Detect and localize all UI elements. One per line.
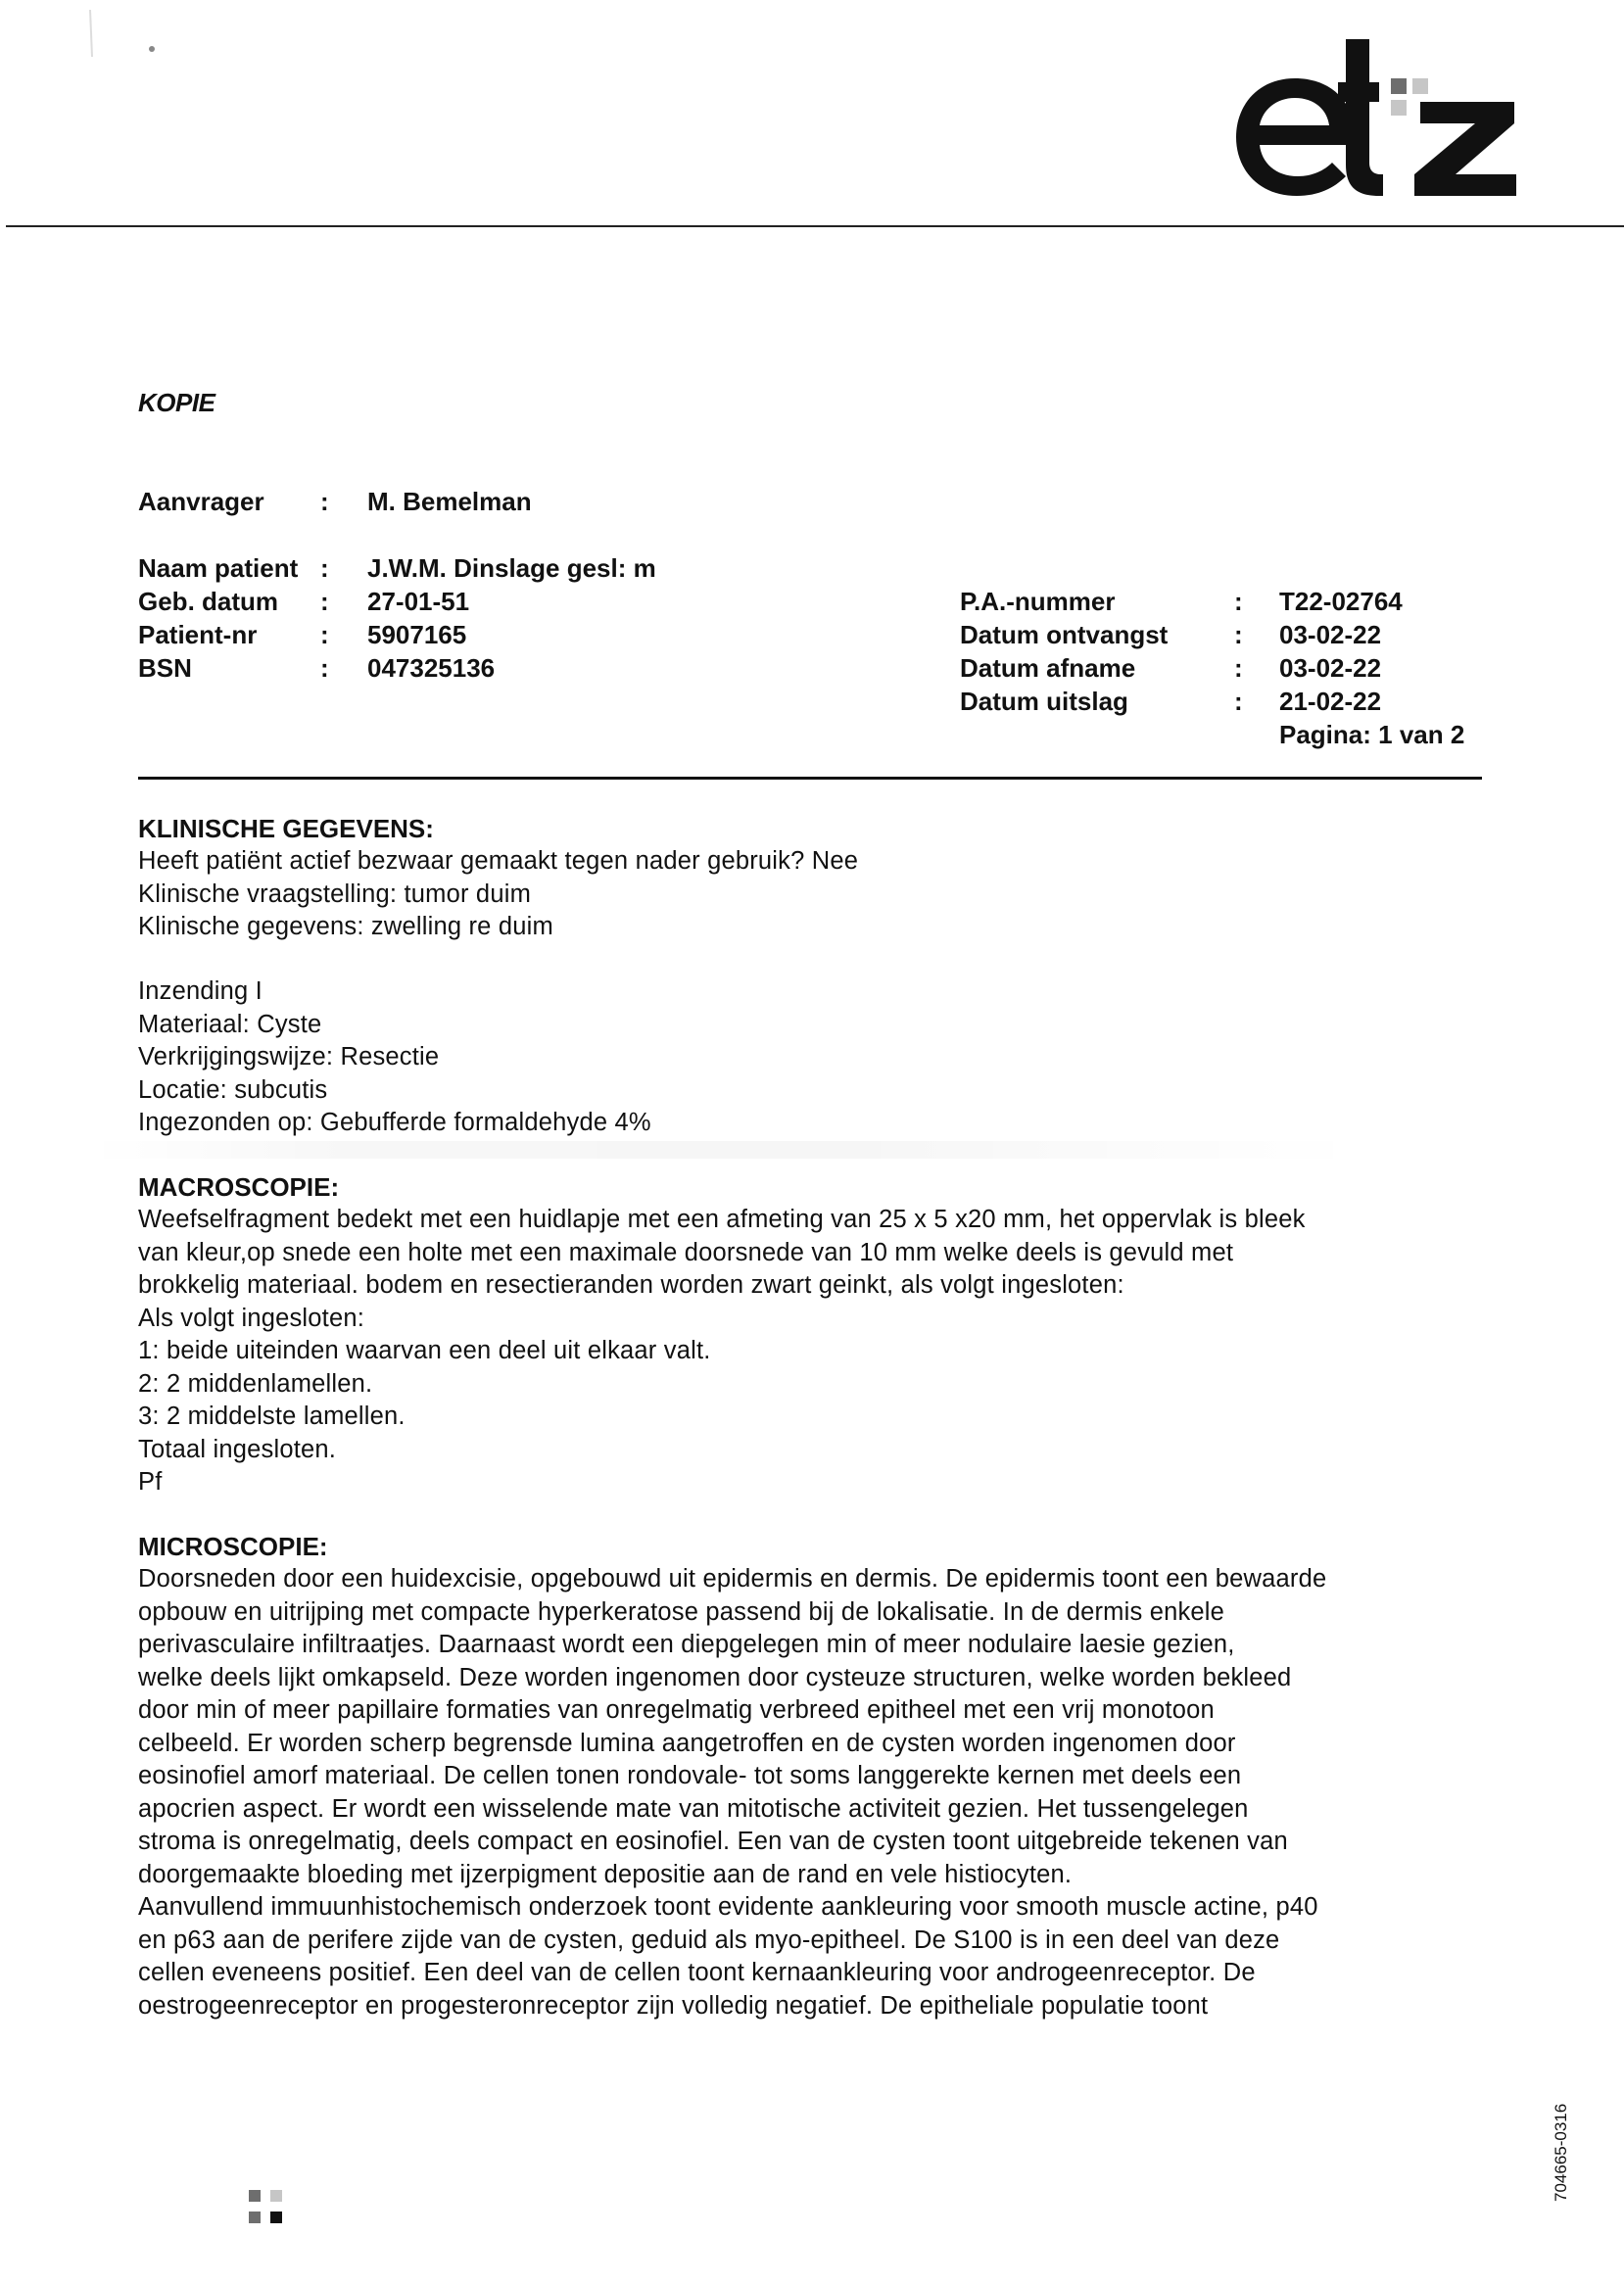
clinical-section (138, 813, 858, 944)
text-line: Materiaal: Cyste (138, 1010, 322, 1038)
text-line: Totaal ingesloten. (138, 1435, 337, 1463)
clinical-heading: KLINISCHE GEGEVENS: (138, 814, 434, 843)
requester-value: M. Bemelman (367, 487, 532, 516)
page-info: Pagina: 1 van 2 (1279, 720, 1465, 749)
patient-value: 047325136 (367, 653, 496, 683)
patient-value: 27-01-51 (367, 587, 470, 616)
text-line: 1: beide uiteinden waarvan een deel uit elkaar valt. (138, 1337, 711, 1364)
text-line: welke deels lijkt omkapseld. Deze worden ingenomen door cysteuze structuren, welke worden bekleed (138, 1663, 1292, 1691)
patient-row (0, 585, 1624, 618)
text-line: Als volgt ingesloten: (138, 1304, 364, 1332)
text-line: doorgemaakte bloeding met ijzerpigment depositie aan de rand en vele histiocyten. (138, 1860, 1073, 1888)
text-line: celbeeld. Er worden scherp begrensde lumina aangetroffen en de cysten worden ingenomen door (138, 1729, 1236, 1757)
section-divider (138, 777, 1482, 780)
logo-square (1412, 78, 1428, 94)
macroscopy-heading: MACROSCOPIE: (138, 1172, 340, 1202)
microscopy-heading: MICROSCOPIE: (138, 1532, 328, 1561)
text-line: brokkelig materiaal. bodem en resectieranden worden zwart geinkt, als volgt ingesloten: (138, 1271, 1124, 1299)
logo-square (1391, 100, 1407, 116)
colon: : (320, 487, 329, 516)
text-line: Doorsneden door een huidexcisie, opgebouwd uit epidermis en dermis. De epidermis toont een bewaarde (138, 1565, 1327, 1593)
form-code: 704665-0316 (1552, 2103, 1570, 2202)
submission-section (138, 975, 651, 1140)
case-label: P.A.-nummer (960, 587, 1116, 616)
text-line: door min of meer papillaire formaties van onregelmatig verbreed epitheel met een vrij monotoon (138, 1696, 1215, 1724)
text-line: van kleur,op snede een holte met een maximale doorsnede van 10 mm welke deels is gevuld met (138, 1238, 1234, 1266)
text-line: opbouw en uitrijping met compacte hyperkeratose passend bij de lokalisatie. In de dermis enkele (138, 1597, 1225, 1626)
case-value: 03-02-22 (1279, 653, 1382, 683)
logo-letter-e (1236, 78, 1354, 196)
patient-label: Geb. datum (138, 587, 279, 616)
header-divider (6, 225, 1624, 227)
logo-square (1391, 78, 1407, 94)
footer-squares-icon (249, 2190, 288, 2229)
text-line: cellen eveneens positief. Een deel van de cellen toont kernaankleuring voor androgeenreceptor. De (138, 1959, 1256, 1986)
patient-value: J.W.M. Dinslage gesl: m (367, 553, 656, 583)
patient-row (0, 651, 1624, 685)
text-line: Klinische vraagstelling: tumor duim (138, 880, 532, 908)
case-value: 03-02-22 (1279, 620, 1382, 649)
colon: : (1234, 687, 1243, 716)
case-row (0, 685, 1624, 718)
requester-row (0, 485, 1624, 518)
colon: : (320, 653, 329, 683)
colon: : (320, 587, 329, 616)
colon: : (1234, 587, 1243, 616)
patient-row (0, 618, 1624, 651)
text-line: Pf (138, 1468, 163, 1496)
macroscopy-section (138, 1171, 1306, 1499)
text-line: Heeft patiënt actief bezwaar gemaakt tegen nader gebruik? Nee (138, 847, 859, 875)
requester-label: Aanvrager (138, 487, 264, 516)
microscopy-section (138, 1531, 1326, 2022)
text-line: perivasculaire infiltraatjes. Daarnaast wordt een diepgelegen min of meer nodulaire laesie gezien, (138, 1631, 1235, 1658)
text-line: stroma is onregelmatig, deels compact en eosinofiel. Een van de cysten toont uitgebreide tekenen van (138, 1828, 1288, 1855)
text-line: Inzending I (138, 977, 263, 1005)
text-line: 3: 2 middelste lamellen. (138, 1403, 406, 1430)
text-line: Locatie: subcutis (138, 1075, 328, 1104)
patient-label: BSN (138, 653, 192, 683)
scan-mark (69, 8, 167, 67)
text-line: Ingezonden op: Gebufferde formaldehyde 4% (138, 1109, 651, 1136)
patient-label: Naam patient (138, 553, 299, 583)
colon: : (320, 553, 329, 583)
scan-artifact (88, 1141, 1361, 1159)
text-line: Aanvullend immuunhistochemisch onderzoek toont evidente aankleuring voor smooth muscle actine, p40 (138, 1893, 1318, 1921)
case-label: Datum ontvangst (960, 620, 1169, 649)
case-label: Datum uitslag (960, 687, 1128, 716)
colon: : (1234, 620, 1243, 649)
text-line: apocrien aspect. Er wordt een wisselende mate van mitotische activiteit gezien. Het tussengelegen (138, 1794, 1249, 1823)
case-value: 21-02-22 (1279, 687, 1382, 716)
text-line: Weefselfragment bedekt met een huidlapje met een afmeting van 25 x 5 x20 mm, het oppervlak is bleek (138, 1206, 1306, 1233)
logo-letter-z (1414, 102, 1516, 196)
case-value: T22-02764 (1279, 587, 1403, 616)
patient-row (0, 551, 1624, 585)
colon: : (1234, 653, 1243, 683)
copy-label: KOPIE (138, 388, 215, 417)
text-line: en p63 aan de perifere zijde van de cysten, geduid als myo-epitheel. De S100 is in een deel van deze (138, 1926, 1280, 1954)
text-line: eosinofiel amorf materiaal. De cellen tonen rondovale- tot soms langgerekte kernen met deels een (138, 1762, 1242, 1789)
text-line: Klinische gegevens: zwelling re duim (138, 913, 553, 940)
etz-logo (1236, 39, 1516, 196)
text-line: Verkrijgingswijze: Resectie (138, 1043, 440, 1070)
patient-label: Patient-nr (138, 620, 258, 649)
case-label: Datum afname (960, 653, 1136, 683)
patient-value: 5907165 (367, 620, 467, 649)
colon: : (320, 620, 329, 649)
text-line: 2: 2 middenlamellen. (138, 1369, 373, 1398)
text-line: oestrogeenreceptor en progesteronreceptor zijn volledig negatief. De epitheliale populatie toont (138, 1991, 1209, 2020)
